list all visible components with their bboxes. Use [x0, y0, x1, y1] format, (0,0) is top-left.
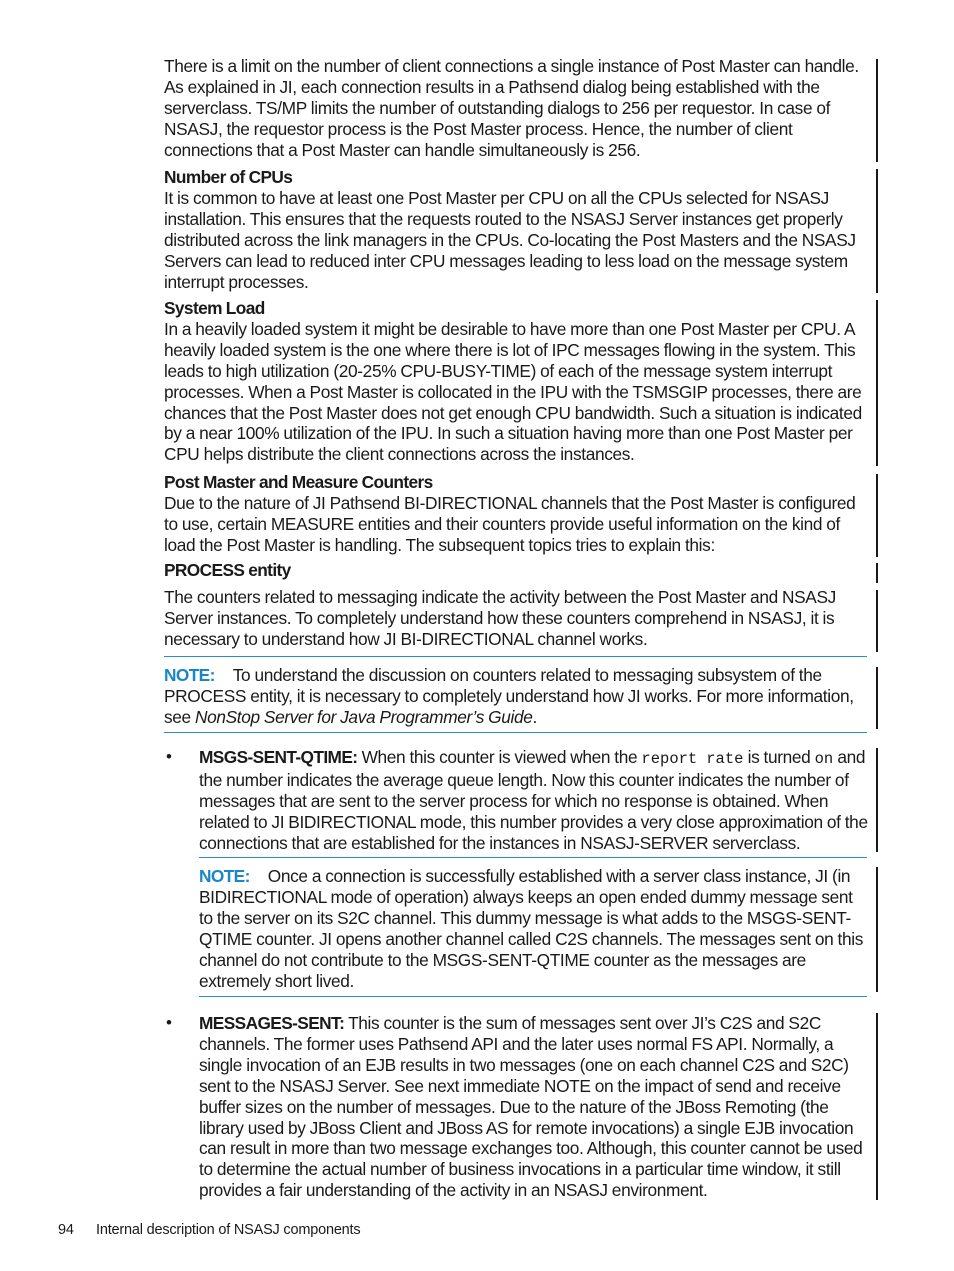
measure-heading: Post Master and Measure Counters: [164, 472, 433, 492]
list-item: [199, 1013, 868, 1201]
code-report-rate: report rate: [641, 750, 744, 768]
change-bar: [876, 169, 878, 293]
cpus-heading: Number of CPUs: [164, 167, 293, 187]
term-msgs-sent-qtime: MSGS-SENT-QTIME:: [199, 747, 358, 767]
change-bar: [876, 867, 878, 992]
term-messages-sent: MESSAGES-SENT:: [199, 1013, 345, 1033]
guide-title: NonStop Server for Java Programmer’s Guide: [194, 706, 533, 727]
process-text: The counters related to messaging indicate the activity between the Post Master and NSASJ Server instances. To completely understand how these counters comprehend in NSASJ, it is necessary to understand how JI BI-DIRECTIONAL channel works.: [164, 587, 836, 649]
note-rule-bottom: [199, 996, 867, 997]
note-box: [164, 665, 867, 728]
note-box: [199, 866, 868, 991]
change-bar: [876, 300, 878, 466]
system-load-heading: System Load: [164, 298, 265, 318]
cpus-text: It is common to have at least one Post Master per CPU on all the CPUs selected for NSASJ installation. This ensures that the requests routed to the NSASJ Server instances get properly distributed across the link managers in the CPUs. Co-locating the Post Masters and the NSASJ Servers can lead to reduced inter CPU messages leading to less load on the message system interrupt processes.: [164, 187, 856, 292]
system-load-section: [164, 298, 867, 465]
note-text: [164, 665, 867, 728]
item-text: When this counter is viewed when the: [357, 747, 642, 767]
note-rule-bottom: [164, 732, 867, 733]
change-bar: [876, 563, 878, 583]
item-text: is turned: [743, 747, 815, 767]
note-body: Once a connection is successfully established with a server class instance, JI (in BIDIRECTIONAL mode of operation) always keeps an open ended dummy message sent to the server on its S2C channel. This dummy message is what adds to the MSGS-SENT-QTIME counter. JI opens another channel called C2S channels. The messages sent on this channel do not contribute to the MSGS-SENT-QTIME counter as the messages are extremely short lived.: [199, 866, 864, 991]
page-number: 94: [58, 1222, 74, 1238]
system-load-text: In a heavily loaded system it might be desirable to have more than one Post Master per CPU. A heavily loaded system is the one where there is lot of IPC messages flowing in the system. This leads to high utilization (20-25% CPU-BUSY-TIME) of each of the message system interrupt processes. When a Post Master is collocated in the IPU with the TSMSGIP processes, there are chances that the Post Master does not get enough CPU bandwidth. Such a situation is indicated by a near 100% utilization of the IPU. In such a situation having more than one Post Master per CPU helps distribute the client connections across the instances.: [164, 318, 862, 465]
cpus-section: [164, 167, 867, 292]
note-rule-top: [199, 857, 867, 858]
change-bar: [876, 590, 878, 652]
process-heading: PROCESS entity: [164, 560, 291, 580]
measure-text: Due to the nature of JI Pathsend BI-DIRECTIONAL channels that the Post Master is configured to use, certain MEASURE entities and their counters provide useful information on the kind of load the Post Master is handling. The subsequent topics tries to explain this:: [164, 492, 856, 555]
item-text: This counter is the sum of messages sent over JI’s C2S and S2C channels. The former uses Pathsend API and the later uses normal FS API. Normally, a single invocation of an EJB results in two messages (one on each channel C2S and S2C) sent to the NSASJ Server. See next immediate NOTE on the impact of send and receive buffer sizes on the number of messages. Due to the nature of the JBoss Remoting (the library used by JBoss Client and JBoss AS for remote invocations) a single EJB invocation can result in more than two message exchanges too. Although, this counter cannot be used to determine the actual number of business invocations in a particular time window, it still provides a fair understanding of the activity in an NSASJ environment.: [199, 1013, 863, 1201]
note-body: To understand the discussion on counters related to messaging subsystem of the PROCESS entity, it is necessary to completely understand how JI works. For more information, see: [164, 665, 854, 727]
footer-section-title: Internal description of NSASJ components: [96, 1222, 361, 1238]
bullet-marker: •: [166, 1013, 172, 1032]
messages-sent-text: [199, 1013, 868, 1201]
change-bar: [876, 474, 878, 557]
measure-section: [164, 472, 867, 556]
note-rule-top: [164, 656, 867, 657]
intro-paragraph: [164, 56, 867, 161]
change-bar: [876, 1013, 878, 1200]
process-section: [164, 560, 867, 581]
change-bar: [876, 59, 878, 162]
note-label: NOTE:: [164, 665, 215, 685]
process-paragraph: [164, 587, 867, 650]
change-bar: [876, 748, 878, 852]
list-item: [199, 747, 868, 854]
note-end: .: [532, 706, 537, 727]
intro-text: There is a limit on the number of client connections a single instance of Post Master can handle. As explained in JI, each connection results in a Pathsend dialog being established with the serverclass. TS/MP limits the number of outstanding dialogs to 256 per requestor. In case of NSASJ, the requestor process is the Post Master process. Hence, the number of client connections that a Post Master can handle simultaneously is 256.: [164, 56, 859, 160]
change-bar: [876, 667, 878, 729]
note-label: NOTE:: [199, 866, 250, 886]
note-text: [199, 866, 868, 991]
bullet-marker: •: [166, 747, 172, 766]
item-text: and the number indicates the average queue length. Now this counter indicates the number of messages that are sent to the server process for which no response is obtained. When related to JI BIDIRECTIONAL mode, this number provides a very close approximation of the connections that are established for the instances in NSASJ-SERVER serverclass.: [199, 747, 868, 853]
code-on: on: [814, 750, 834, 768]
msgs-sent-qtime-text: [199, 747, 868, 854]
